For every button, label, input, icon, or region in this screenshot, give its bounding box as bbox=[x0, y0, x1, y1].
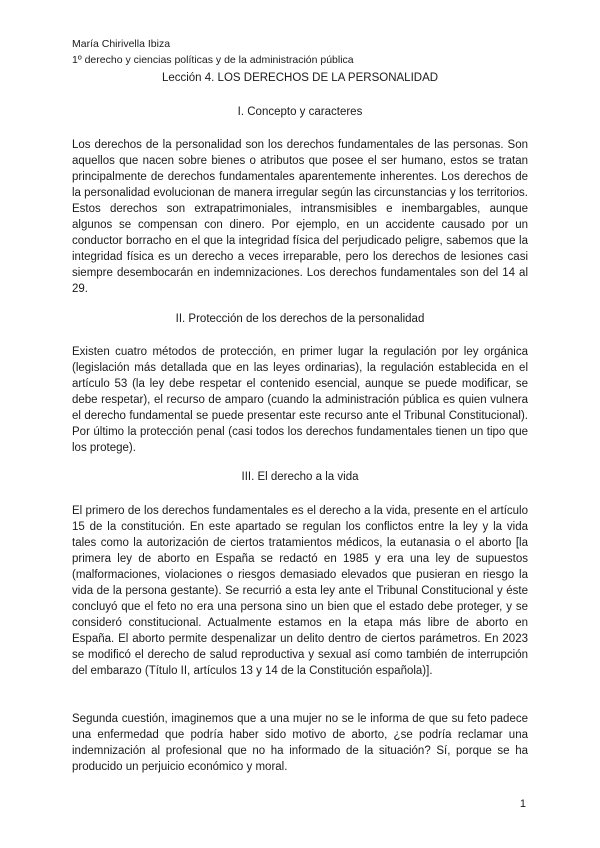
paragraph-concepto: Los derechos de la personalidad son los derechos fundamentales de las personas. Son aquellos que nacen sobre bienes o atributos que posee el ser humano, estos se tratan principalmente de derechos fundamentales aparentemente inherentes. Los derechos de la personalidad evolucionan de manera irregular según las circunstancias y los territorios. Estos derechos son extrapatrimoniales, intransmisibles e inembargables, aunque algunos se compensan con dinero. Por ejemplo, en un accidente causado por un conductor borracho en el que la integridad física del perjudicado peligre, sabemos que la integridad física es un derecho a veces irreparable, pero los derechos de lesiones casi siempre desembocarán en indemnizaciones. Los derechos fundamentales son del 14 al 29. bbox=[72, 139, 528, 295]
section-title-proteccion: II. Protección de los derechos de la personalidad bbox=[175, 313, 425, 325]
course-name: 1º derecho y ciencias políticas y de la administración pública bbox=[72, 54, 354, 66]
document-header bbox=[72, 36, 354, 68]
paragraph-vida-1: El primero de los derechos fundamentales es el derecho a la vida, presente en el artículo 15 de la constitución. En este apartado se regulan los conflictos entre la ley y la vida tales como la autorización de ciertos tratamientos médicos, la eutanasia o el aborto [la primera ley de aborto en España se redactó en 1985 y era una ley de supuestos (malformaciones, violaciones o riesgos demasiado elevados que pusieran en riesgo la vida de la persona gestante). Se recurrió a esta ley ante el Tribunal Constitucional y éste concluyó que el feto no era una persona sino un bien que el estado debe proteger, y se consideró constitucional. Actualmente estamos en la etapa más libre de aborto en España. El aborto permite despenalizar un delito dentro de ciertos parámetros. En 2023 se modificó el derecho de salud reproductiva y sexual así como también de interrupción del embarazo (Título II, artículos 13 y 14 de la Constitución española)]. bbox=[72, 505, 528, 677]
section-title-concepto: I. Concepto y caracteres bbox=[237, 106, 363, 118]
page-number: 1 bbox=[519, 798, 526, 810]
lesson-title: Lección 4. LOS DERECHOS DE LA PERSONALIDAD bbox=[161, 72, 439, 84]
author-name: María Chirivella Ibiza bbox=[72, 38, 171, 50]
paragraph-vida-2: Segunda cuestión, imaginemos que a una mujer no se le informa de que su feto padece una enfermedad que podría haber sido motivo de aborto, ¿se podría reclamar una indemnización al profesional que no ha informado de la situación? Sí, porque se ha producido un perjuicio económico y moral. bbox=[72, 713, 528, 773]
paragraph-proteccion: Existen cuatro métodos de protección, en primer lugar la regulación por ley orgánica (legislación más detallada que en las leyes ordinarias), la regulación establecida en el artículo 53 (la ley debe respetar el contenido esencial, aunque se puede modificar, se debe respetar), el recurso de amparo (cuando la administración pública es quien vulnera el derecho fundamental se puede presentar este recurso ante el Tribunal Constitucional). Por último la protección penal (casi todos los derechos fundamentales tienen un tipo que los protege). bbox=[72, 346, 528, 454]
section-title-vida: III. El derecho a la vida bbox=[241, 471, 359, 483]
